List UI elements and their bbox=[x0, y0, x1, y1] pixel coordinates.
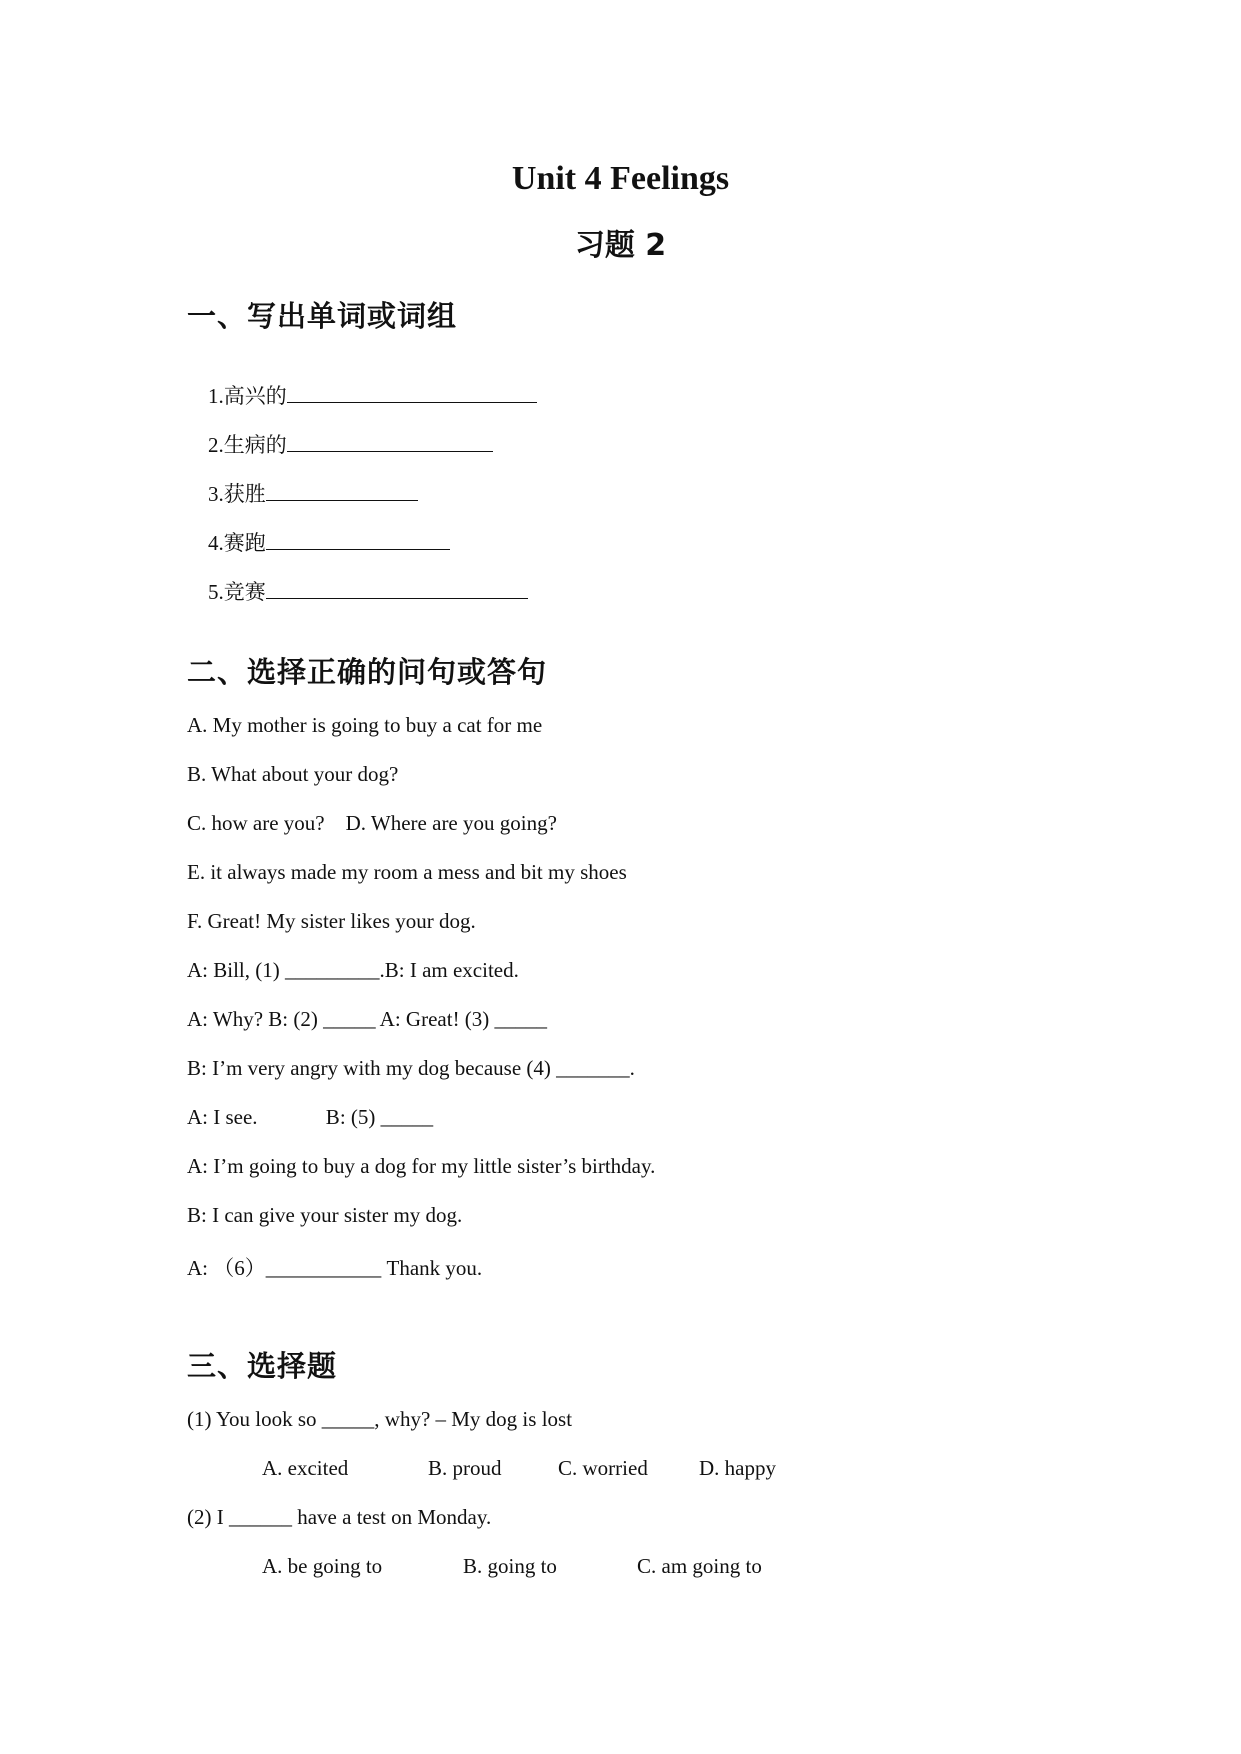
option-line: F. Great! My sister likes your dog. bbox=[187, 909, 476, 933]
choice-option[interactable]: B. going to bbox=[463, 1554, 557, 1578]
option-line: E. it always made my room a mess and bit my shoes bbox=[187, 860, 627, 884]
question-stem: (2) I ______ have a test on Monday. bbox=[187, 1505, 492, 1529]
section-2-heading: 二、选择正确的问句或答句 bbox=[187, 655, 548, 689]
fill-item-label: 3.获胜 bbox=[208, 482, 266, 506]
dialogue-line: A: I’m going to buy a dog for my little sister’s birthday. bbox=[187, 1154, 656, 1178]
dialogue-line: B: I can give your sister my dog. bbox=[187, 1203, 463, 1227]
choice-option[interactable]: B. proud bbox=[428, 1456, 502, 1480]
choice-option[interactable]: D. happy bbox=[699, 1456, 776, 1480]
section-3-heading: 三、选择题 bbox=[187, 1349, 338, 1383]
choice-option[interactable]: A. be going to bbox=[262, 1554, 383, 1578]
dialogue-line: B: I’m very angry with my dog because (4) _______. bbox=[187, 1056, 635, 1080]
option-line: B. What about your dog? bbox=[187, 762, 399, 786]
answer-blank[interactable] bbox=[287, 382, 537, 403]
page-subtitle: 习题 2 bbox=[574, 228, 667, 263]
fill-item-label: 5.竞赛 bbox=[208, 580, 266, 604]
answer-blank[interactable] bbox=[266, 529, 450, 550]
question-stem: (1) You look so _____, why? – My dog is lost bbox=[187, 1407, 573, 1431]
fill-item-5 bbox=[187, 551, 528, 631]
answer-blank[interactable] bbox=[266, 480, 418, 501]
section-1-heading: 一、写出单词或词组 bbox=[187, 299, 458, 333]
fill-item-label: 2.生病的 bbox=[208, 433, 287, 457]
fill-item-label: 1.高兴的 bbox=[208, 384, 287, 408]
fill-item-label: 4.赛跑 bbox=[208, 531, 266, 555]
option-line: C. how are you? D. Where are you going? bbox=[187, 811, 557, 835]
dialogue-line: A: （6）___________ Thank you. bbox=[187, 1256, 483, 1280]
dialogue-line: A: Bill, (1) _________.B: I am excited. bbox=[187, 958, 519, 982]
choice-option[interactable]: C. worried bbox=[558, 1456, 648, 1480]
choice-option[interactable]: C. am going to bbox=[637, 1554, 762, 1578]
dialogue-line: A: Why? B: (2) _____ A: Great! (3) _____ bbox=[187, 1007, 548, 1031]
answer-blank[interactable] bbox=[287, 431, 493, 452]
page-title: Unit 4 Feelings bbox=[511, 160, 730, 197]
dialogue-line: A: I see. B: (5) _____ bbox=[187, 1105, 434, 1129]
answer-blank[interactable] bbox=[266, 578, 528, 599]
choice-option[interactable]: A. excited bbox=[262, 1456, 349, 1480]
option-line: A. My mother is going to buy a cat for me bbox=[187, 713, 543, 737]
